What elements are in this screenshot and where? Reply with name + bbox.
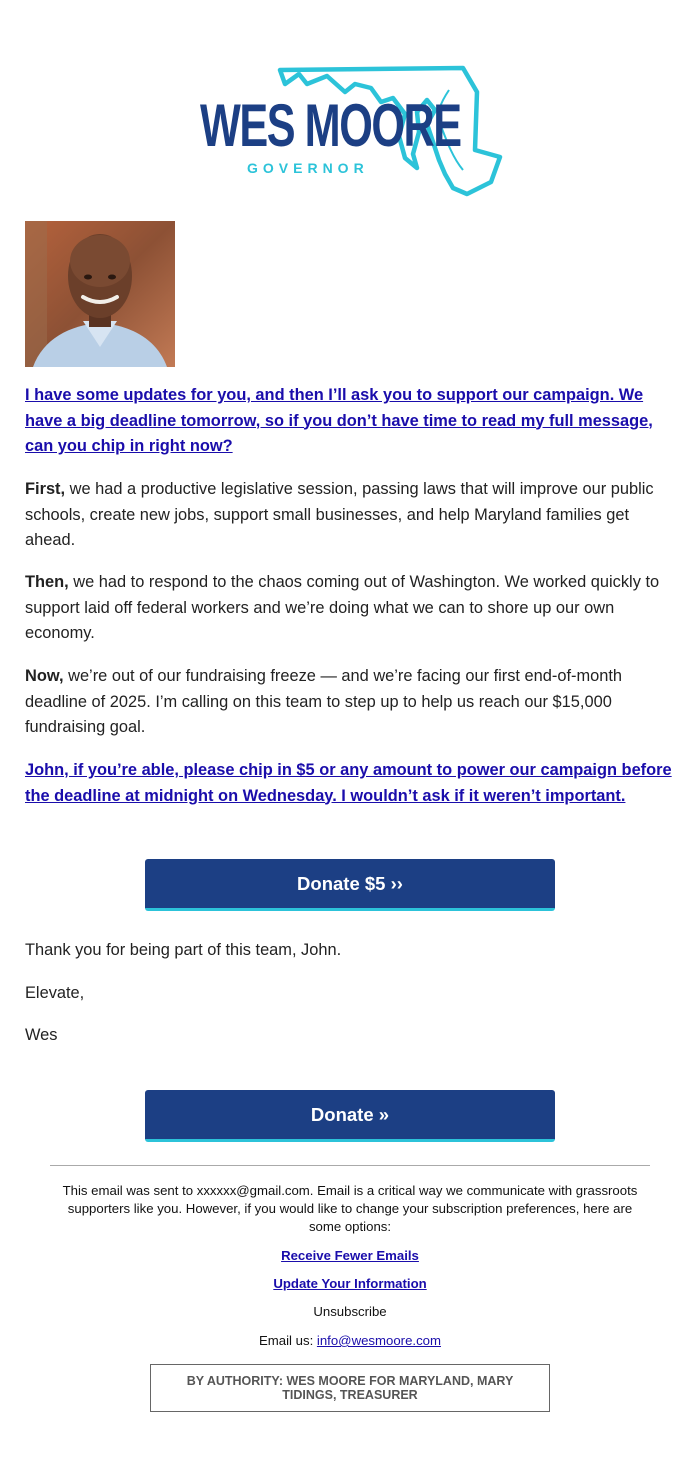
logo-name: WES MOORE (200, 92, 461, 159)
intro-donate-link[interactable]: I have some updates for you, and then I’ll ask you to support our campaign. We have a big deadline tomorrow, so if you don’t have time to read my full message, can you chip in right now? (25, 386, 653, 455)
footer-divider (50, 1165, 650, 1166)
paid-for-by-disclaimer: BY AUTHORITY: WES MOORE FOR MARYLAND, MARY TIDINGS, TREASURER (150, 1364, 550, 1412)
footer-notice: This email was sent to xxxxxx@gmail.com. Email is a critical way we communicate with grassroots supporters like you. However, if you would like to change your subscription preferences, here are some options: (62, 1183, 638, 1234)
donate-5-button[interactable]: Donate $5 ›› (145, 859, 555, 911)
unsubscribe-link[interactable]: Unsubscribe (313, 1304, 387, 1319)
wes-moore-portrait (25, 221, 175, 367)
paragraph-lead: Now, (25, 667, 64, 685)
paragraph-text: we had a productive legislative session, passing laws that will improve our public schools, create new jobs, support small businesses, and help Maryland families get ahead. (25, 480, 654, 549)
paragraph-then (25, 570, 677, 647)
email-us-line (0, 1333, 700, 1348)
logo-subtitle: GOVERNOR (247, 160, 369, 176)
paragraph-lead: First, (25, 480, 66, 498)
paragraph-now (25, 664, 677, 741)
paragraph-text: we had to respond to the chaos coming out of Washington. We worked quickly to support laid off federal workers and we’re doing what we can to shore up our own economy. (25, 573, 660, 642)
signature-text: Wes (25, 1026, 58, 1044)
paragraph-first (25, 477, 677, 554)
update-information-link[interactable]: Update Your Information (273, 1276, 427, 1291)
receive-fewer-emails-link[interactable]: Receive Fewer Emails (281, 1248, 419, 1263)
paragraph-lead: Then, (25, 573, 69, 591)
email-us-label: Email us: (259, 1333, 317, 1348)
signoff-text: Elevate, (25, 984, 85, 1002)
donate-button[interactable]: Donate » (145, 1090, 555, 1142)
email-address-link[interactable]: info@wesmoore.com (316, 1333, 441, 1348)
paragraph-text: we’re out of our fundraising freeze — and we’re facing our first end-of-month deadline of 2025. I’m calling on this team to step up to help us reach our $15,000 fundraising goal. (25, 667, 623, 736)
ask-donate-link[interactable]: John, if you’re able, please chip in $5 or any amount to power our campaign before the deadline at midnight on Wednesday. I wouldn’t ask if it weren’t important. (25, 761, 672, 805)
thanks-text: Thank you for being part of this team, John. (25, 941, 342, 959)
